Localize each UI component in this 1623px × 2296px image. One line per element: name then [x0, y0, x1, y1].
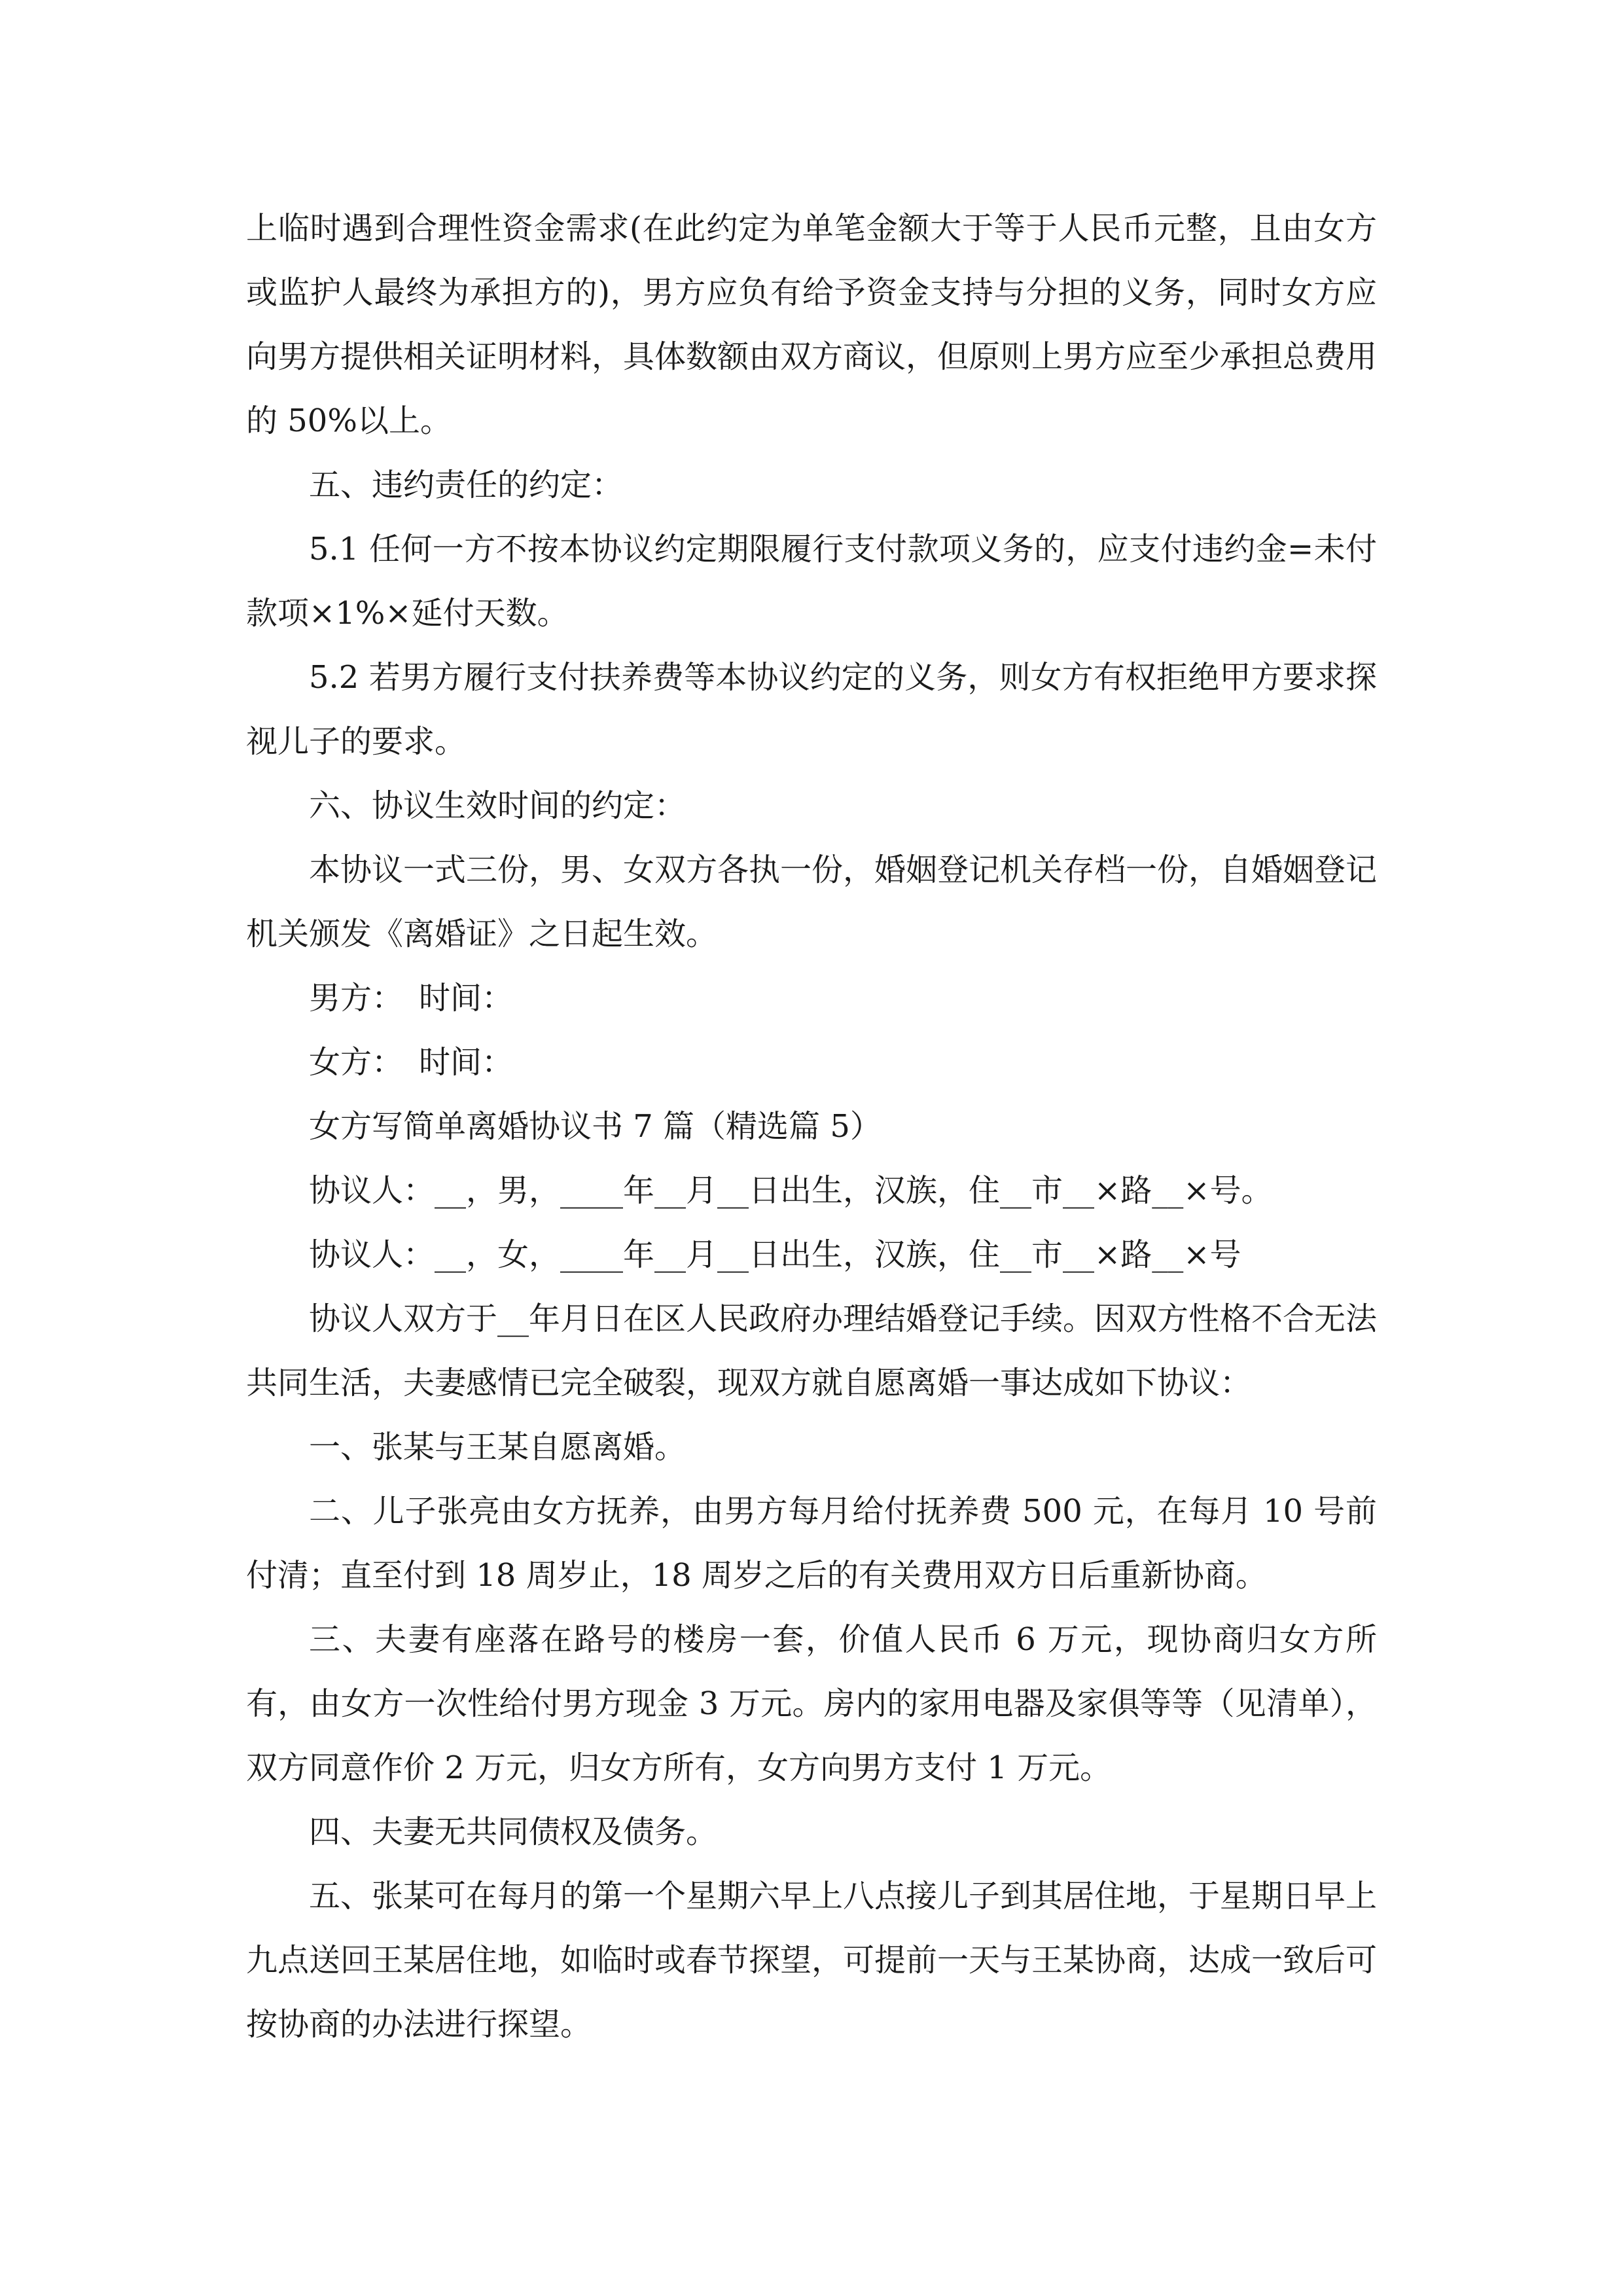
preamble: 协议人双方于__年月日在区人民政府办理结婚登记手续。因双方性格不合无法共同生活，夫妻感情已完全破裂，现双方就自愿离婚一事达成如下协议： — [246, 1300, 1378, 1401]
article-2: 二、儿子张亮由女方抚养，由男方每月给付抚养费 500 元，在每月 10 号前付清；直至付到 18 周岁止，18 周岁之后的有关费用双方日后重新协商。 — [246, 1493, 1377, 1594]
document-subtitle: 女方写简单离婚协议书 7 篇（精选篇 5） — [309, 1108, 882, 1145]
article-5: 五、张某可在每月的第一个星期六早上八点接儿子到其居住地，于星期日早上九点送回王某居住地，如临时或春节探望，可提前一天与王某协商，达成一致后可按协商的办法进行探望。 — [246, 1878, 1378, 2043]
signature-female: 女方： 时间： — [309, 1044, 514, 1081]
signature-male: 男方： 时间： — [309, 980, 514, 1016]
document-body — [246, 196, 1377, 2056]
party-male: 协议人：__，男，____年__月__日出生，汉族，住__市__×路__×号。 — [309, 1172, 1273, 1209]
section-heading-breach: 五、违约责任的约定： — [309, 467, 624, 503]
clause-5-2: 5.2 若男方履行支付扶养费等本协议约定的义务，则女方有权拒绝甲方要求探视儿子的要求。 — [246, 659, 1377, 760]
section-heading-effective: 六、协议生效时间的约定： — [309, 787, 687, 824]
paragraph-continuation: 上临时遇到合理性资金需求(在此约定为单笔金额大于等于人民币元整，且由女方或监护人最终为承担方的)，男方应负有给予资金支持与分担的义务，同时女方应向男方提供相关证明材料，具体数额由双方商议，但原则上男方应至少承担总费用的 50%以上。 — [246, 210, 1378, 439]
article-4: 四、夫妻无共同债权及债务。 — [309, 1814, 718, 1850]
party-female: 协议人：__，女，____年__月__日出生，汉族，住__市__×路__×号 — [309, 1236, 1241, 1273]
article-1: 一、张某与王某自愿离婚。 — [309, 1429, 687, 1465]
effective-clause: 本协议一式三份，男、女双方各执一份，婚姻登记机关存档一份，自婚姻登记机关颁发《离婚证》之日起生效。 — [246, 852, 1378, 952]
clause-5-1: 5.1 任何一方不按本协议约定期限履行支付款项义务的，应支付违约金=未付款项×1%×延付天数。 — [246, 531, 1377, 632]
article-3: 三、夫妻有座落在路号的楼房一套，价值人民币 6 万元，现协商归女方所有，由女方一次性给付男方现金 3 万元。房内的家用电器及家俱等等（见清单），双方同意作价 2 万元，归女方所有，女方向男方支付 1 万元。 — [246, 1621, 1377, 1786]
